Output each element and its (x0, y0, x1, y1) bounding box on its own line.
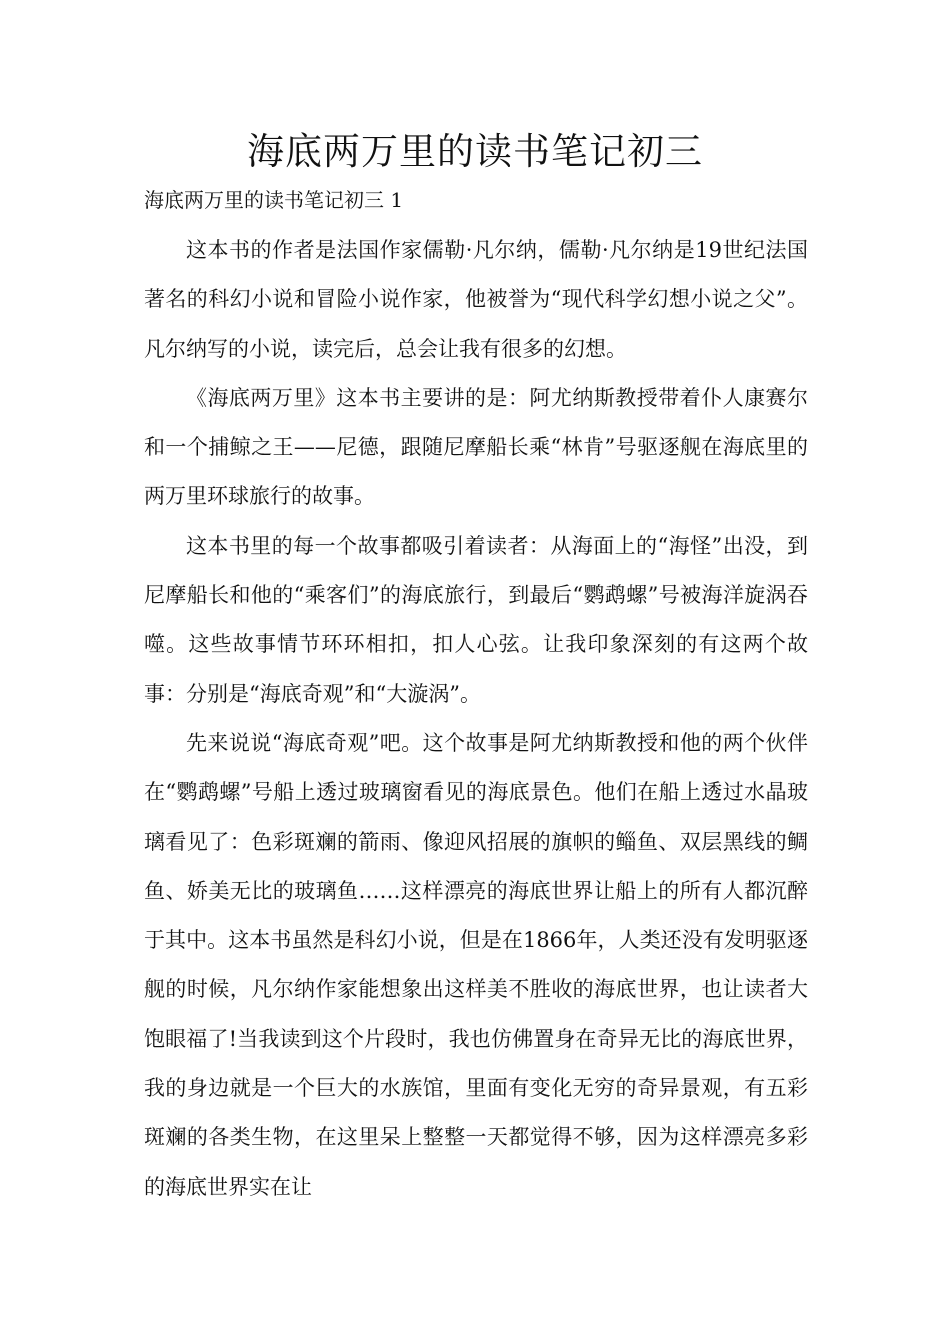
document-subtitle: 海底两万里的读书笔记初三 1 (144, 188, 404, 212)
paragraph-stories: 这本书里的每一个故事都吸引着读者：从海面上的“海怪”出没，到尼摩船长和他的“乘客们”的海底旅行，到最后“鹦鹉螺”号被海洋旋涡吞噬。这些故事情节环环相扣，扣人心弦。让我印象深刻的有这两个故事：分别是“海底奇观”和“大漩涡”。 (144, 533, 808, 706)
paragraph-summary: 《海底两万里》这本书主要讲的是：阿尤纳斯教授带着仆人康赛尔和一个捕鲸之王——尼德，跟随尼摩船长乘“林肯”号驱逐舰在海底里的两万里环球旅行的故事。 (144, 385, 808, 509)
paragraph-author: 这本书的作者是法国作家儒勒·凡尔纳，儒勒·凡尔纳是19世纪法国著名的科幻小说和冒险小说作家，他被誉为“现代科学幻想小说之父”。凡尔纳写的小说，读完后，总会让我有很多的幻想。 (144, 238, 808, 361)
document-body (144, 226, 808, 1212)
document-title: 海底两万里的读书笔记初三 (247, 130, 703, 173)
paragraph-undersea-wonders: 先来说说“海底奇观”吧。这个故事是阿尤纳斯教授和他的两个伙伴在“鹦鹉螺”号船上透过玻璃窗看见的海底景色。他们在船上透过水晶玻璃看见了：色彩斑斓的箭雨、像迎风招展的旗帜的鲻鱼、双层黑线的鲷鱼、娇美无比的玻璃鱼……这样漂亮的海底世界让船上的所有人都沉醉于其中。这本书虽然是科幻小说，但是在1866年，人类还没有发明驱逐舰的时候，凡尔纳作家能想象出这样美不胜收的海底世界，也让读者大饱眼福了!当我读到这个片段时，我也仿佛置身在奇异无比的海底世界，我的身边就是一个巨大的水族馆，里面有变化无穷的奇异景观，有五彩斑斓的各类生物，在这里呆上整整一天都觉得不够，因为这样漂亮多彩的海底世界实在让 (144, 730, 808, 1199)
